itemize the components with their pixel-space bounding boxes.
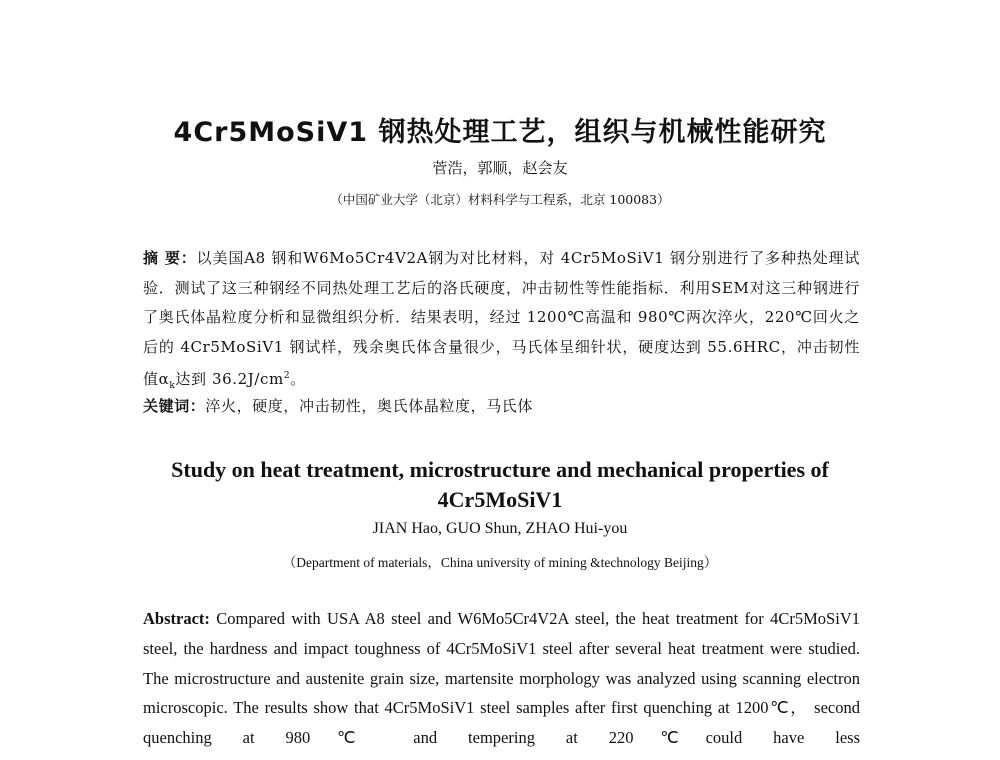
chinese-abstract-label: 摘 要： xyxy=(143,249,197,267)
english-title-line-1: Study on heat treatment, microstructure and mechanical properties of xyxy=(171,457,829,482)
superscript-2: 2 xyxy=(283,371,291,382)
chinese-abstract-text: 以美国A8 钢和W6Mo5Cr4V2A钢为对比材料，对 4Cr5MoSiV1 钢分别进行了多种热处理试验．测试了这三种钢经不同热处理工艺后的洛氏硬度，冲击韧性等性能指标．利用SEM对这三种钢进行了奥氏体晶粒度分析和显微组织分析．结果表明，经过 1200℃高温和 980℃两次淬火，220℃回火之后的 4Cr5MoSiV1 钢试样，残余奥氏体含量很少，马氏体呈细针状，硬度达到 55.6HRC，冲击韧性值 xyxy=(143,249,860,389)
chinese-keywords-text: 淬火，硬度，冲击韧性，奥氏体晶粒度，马氏体 xyxy=(205,397,534,415)
english-authors: JIAN Hao, GUO Shun, ZHAO Hui-you xyxy=(372,520,628,537)
chinese-authors: 菅浩，郭顺，赵会友 xyxy=(432,159,568,177)
chinese-title: 4Cr5MoSiV1 钢热处理工艺，组织与机械性能研究 xyxy=(173,117,827,148)
subscript-k: k xyxy=(169,381,176,392)
english-title-line-2: 4Cr5MoSiV1 xyxy=(437,487,563,512)
english-title xyxy=(0,455,1000,515)
chinese-abstract-text-2: 达到 36.2J/cm xyxy=(175,370,284,389)
english-abstract-label: Abstract: xyxy=(143,609,210,628)
alpha-symbol: α xyxy=(158,370,170,389)
english-abstract xyxy=(143,604,860,753)
chinese-keywords-label: 关键词： xyxy=(143,397,206,415)
english-affiliation: （Department of materials，China university of mining &technology Beijing） xyxy=(282,555,718,570)
chinese-affiliation: （中国矿业大学（北京）材料科学与工程系，北京 100083） xyxy=(330,192,670,207)
chinese-keywords xyxy=(143,392,860,421)
chinese-abstract-end: 。 xyxy=(290,370,306,389)
chinese-abstract xyxy=(143,244,860,402)
english-abstract-text: Compared with USA A8 steel and W6Mo5Cr4V2A steel, the heat treatment for 4Cr5MoSiV1 steel, the hardness and impact toughness of 4Cr5MoSiV1 steel after several heat treatment were studied. The microstructure and austenite grain size, martensite morphology was analyzed using scanning electron microscopic. The results show that 4Cr5MoSiV1 steel samples after first quenching at 1200℃， second quenching at 980℃ and tempering at 220℃could have less xyxy=(143,609,860,748)
